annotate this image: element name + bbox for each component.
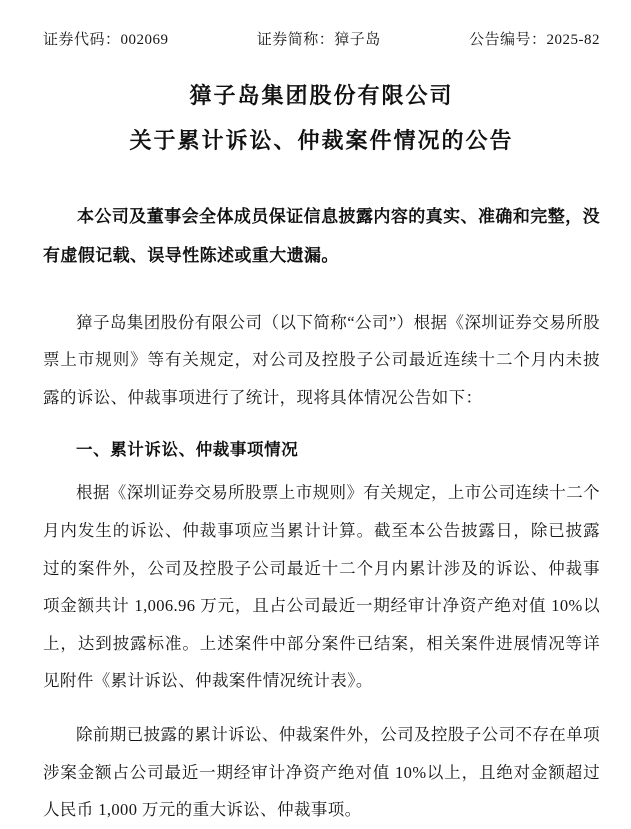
stock-abbr-label: 证券简称： xyxy=(256,32,335,48)
stock-code xyxy=(43,28,169,49)
section-1-paragraph-1: 根据《深圳证券交易所股票上市规则》有关规定，上市公司连续十二个月内发生的诉讼、仲裁事项应当累计计算。截至本公告披露日，除已披露过的案件外，公司及控股子公司最近十二个月内累计涉及的诉讼、仲裁事项金额共计 1,006.96 万元，且占公司最近一期经审计净资产绝对值 10%以上，达到披露标准。上述案件中部分案件已结案，相关案件进展情况等详见附件《累计诉讼、仲裁案件情况统计表》。 xyxy=(43,483,600,691)
announcement-number-value: 2025-82 xyxy=(546,32,600,48)
intro-paragraph: 獐子岛集团股份有限公司（以下简称“公司”）根据《深圳证券交易所股票上市规则》等有关规定，对公司及控股子公司最近连续十二个月内未披露的诉讼、仲裁事项进行了统计，现将具体情况公告如下： xyxy=(43,312,600,407)
title-block xyxy=(43,85,600,152)
stock-code-label: 证券代码： xyxy=(43,32,121,48)
announcement-number-label: 公告编号： xyxy=(468,32,547,48)
declaration-paragraph: 本公司及董事会全体成员保证信息披露内容的真实、准确和完整，没有虚假记载、误导性陈述或重大遗漏。 xyxy=(43,207,600,265)
stock-abbr-value: 獐子岛 xyxy=(334,32,381,48)
announcement-title: 关于累计诉讼、仲裁案件情况的公告 xyxy=(129,128,514,153)
section-1-heading: 一、累计诉讼、仲裁事项情况 xyxy=(76,440,299,460)
company-name-title: 獐子岛集团股份有限公司 xyxy=(189,83,454,108)
section-1-paragraph-2: 除前期已披露的累计诉讼、仲裁案件外，公司及控股子公司不存在单项涉案金额占公司最近一期经审计净资产绝对值 10%以上，且绝对金额超过人民币 1,000 万元的重大诉讼、仲裁事项。 xyxy=(43,724,600,820)
stock-abbr xyxy=(257,28,381,49)
document-header xyxy=(43,28,600,49)
stock-code-value: 002069 xyxy=(120,32,169,48)
announcement-number xyxy=(469,28,600,49)
